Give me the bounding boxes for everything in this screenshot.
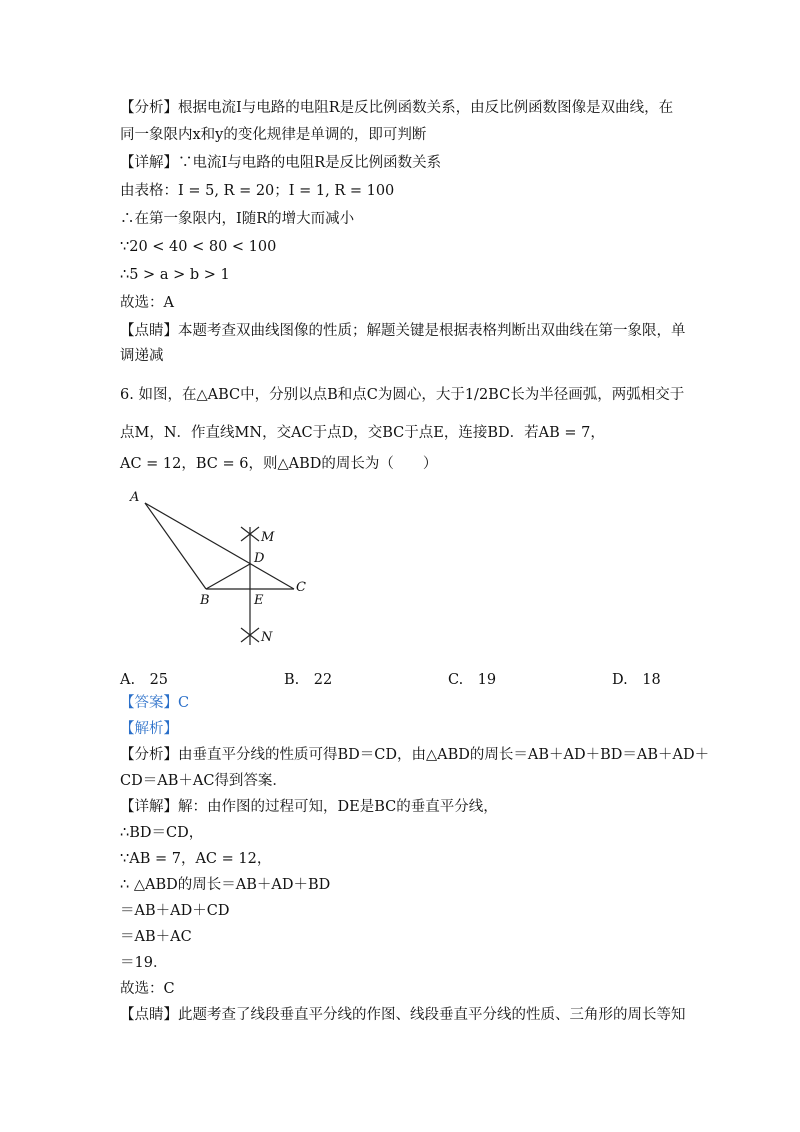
q5-detail-line-1: 【详解】∵电流I与电路的电阻R是反比例函数关系 (120, 155, 442, 171)
option-c: C. 19 (448, 672, 497, 688)
q6-answer: 【答案】C (120, 695, 190, 711)
label-a: A (130, 490, 140, 505)
triangle-diagram (120, 485, 320, 655)
q5-comment-line-1: 【点睛】本题考查双曲线图像的性质；解题关键是根据表格判断出双曲线在第一象限，单 (120, 323, 686, 339)
segment-ab (145, 503, 206, 589)
q6-detail-line-3: ∵AB = 7，AC = 12， (120, 851, 272, 867)
q6-stem-line-3: AC = 12，BC = 6，则△ABD的周长为（ ） (120, 456, 438, 472)
q5-detail-line-5: ∴5 > a > b > 1 (120, 267, 230, 283)
q5-choice: 故选：A (120, 295, 174, 311)
q6-detail-line-7: ＝19． (120, 955, 168, 971)
q6-analysis-line-2: CD＝AB＋AC得到答案． (120, 773, 287, 789)
q5-detail-line-3: ∴在第一象限内，I随R的增大而减小 (120, 211, 355, 227)
q5-detail-line-4: ∵20 < 40 < 80 < 100 (120, 239, 277, 255)
q6-analysis-heading: 【解析】 (120, 721, 178, 737)
q6-comment-line-1: 【点睛】此题考查了线段垂直平分线的作图、线段垂直平分线的性质、三角形的周长等知 (120, 1007, 686, 1023)
segment-ac (145, 503, 294, 589)
q6-detail-line-2: ∴BD＝CD， (120, 825, 204, 841)
q5-analysis-line-1: 【分析】根据电流I与电路的电阻R是反比例函数关系，由反比例函数图像是双曲线，在 (120, 100, 674, 116)
option-b: B. 22 (284, 672, 333, 688)
q6-detail-line-6: ＝AB＋AC (120, 929, 192, 945)
q6-detail-line-4: ∴ △ABD的周长＝AB＋AD＋BD (120, 877, 331, 893)
label-n: N (261, 630, 273, 645)
label-c: C (296, 580, 306, 595)
q6-stem-line-2: 点M，N．作直线MN，交AC于点D，交BC于点E，连接BD．若AB = 7， (120, 425, 605, 441)
option-d: D. 18 (612, 672, 661, 688)
label-e: E (254, 593, 264, 608)
segment-bd (206, 564, 250, 589)
q6-stem-line-1: 6. 如图，在△ABC中，分别以点B和点C为圆心，大于1/2BC长为半径画弧，两弧相交于 (120, 387, 685, 403)
q5-comment-line-2: 调递减 (120, 348, 164, 364)
q5-detail-line-2: 由表格：I = 5, R = 20；I = 1, R = 100 (120, 183, 395, 199)
label-m: M (261, 530, 275, 545)
q6-choice: 故选：C (120, 981, 175, 997)
q5-analysis-line-2: 同一象限内x和y的变化规律是单调的，即可判断 (120, 127, 427, 143)
label-d: D (254, 551, 265, 566)
q6-detail-line-1: 【详解】解：由作图的过程可知，DE是BC的垂直平分线， (120, 799, 498, 815)
label-b: B (200, 593, 210, 608)
option-a: A. 25 (120, 672, 169, 688)
q6-detail-line-5: ＝AB＋AD＋CD (120, 903, 230, 919)
q6-analysis-line-1: 【分析】由垂直平分线的性质可得BD＝CD，由△ABD的周长＝AB＋AD＋BD＝AB＋AD＋ (120, 747, 710, 763)
